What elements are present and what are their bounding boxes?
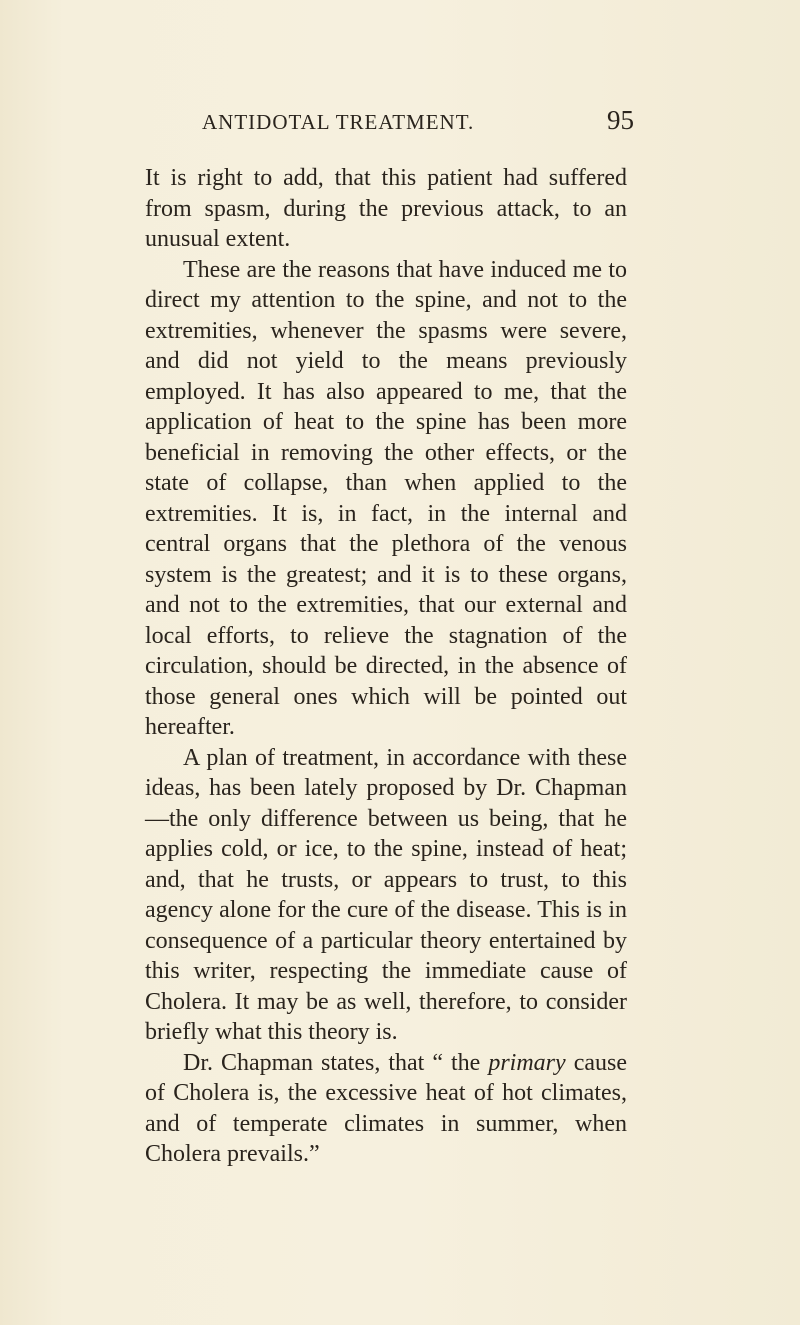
paragraph-1 xyxy=(145,163,627,255)
page-number: 95 xyxy=(607,105,634,135)
paragraph-2 xyxy=(145,255,627,743)
paragraph-2-text: These are the reasons that have induced me to direct my attention to the spine, and not to the extremities, whenever the spasms were severe, and did not yield to the means previously employed. It has also appeared to me, that the application of heat to the spine has been more beneficial in removing the other effects, or the state of collapse, than when applied to the extremities. It is, in fact, in the internal and central organs that the plethora of the venous system is the greatest; and it is to these organs, and not to the extremities, that our external and local efforts, to relieve the stagnation of the circulation, should be directed, in the absence of those general ones which will be pointed out hereafter. xyxy=(145,256,627,740)
paragraph-4-before: Dr. Chapman states, that “ the xyxy=(183,1049,489,1076)
page-header xyxy=(202,105,634,138)
paragraph-3-text: A plan of treatment, in accordance with these ideas, has been lately proposed by Dr. Chapman—the only difference between us being, that he applies cold, or ice, to the spine, instead of heat; and, that he trusts, or appears to trust, to this agency alone for the cure of the disease. This is in consequence of a particular theory entertained by this writer, respecting the immediate cause of Cholera. It may be as well, therefore, to consider briefly what this theory is. xyxy=(145,744,627,1045)
paragraph-4 xyxy=(145,1048,627,1170)
paragraph-4-after: cause of Cholera is, the excessive heat of hot climates, and of temperate climates in summer, when Cholera prevails.” xyxy=(145,1049,627,1167)
paragraph-4-italic: primary xyxy=(488,1049,566,1076)
paragraph-1-text: It is right to add, that this patient had suffered from spasm, during the previous attack, to an unusual extent. xyxy=(145,165,627,252)
paragraph-3 xyxy=(145,743,627,1048)
body-text xyxy=(145,163,627,1170)
running-head: ANTIDOTAL TREATMENT. xyxy=(202,110,475,134)
